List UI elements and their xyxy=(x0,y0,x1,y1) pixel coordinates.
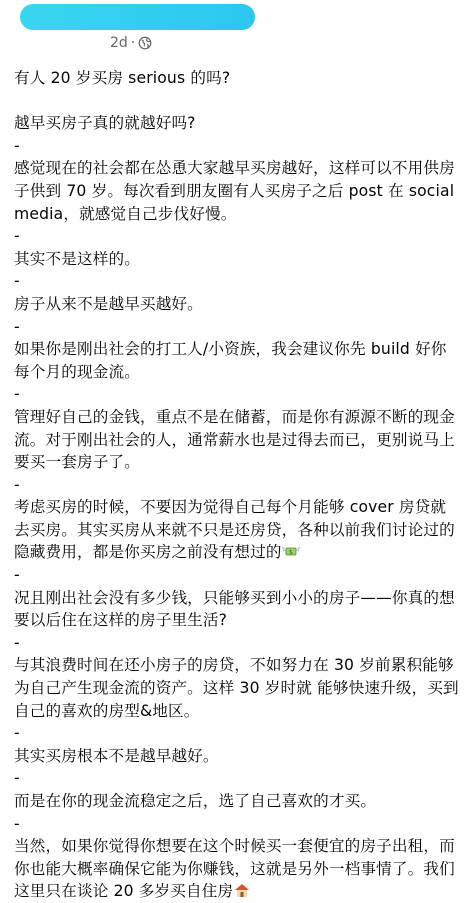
post-line: 与其浪费时间在还小房子的房贷，不如努力在 30 岁前累积能够为自己产生现金流的资产。这样 30 岁时就 能够快速升级，买到自己的喜欢的房型&地区。 xyxy=(14,656,459,720)
money-with-wings-icon xyxy=(282,543,300,559)
post-line: 其实买房根本不是越早越好。 xyxy=(14,746,219,765)
post-line: - xyxy=(14,724,20,743)
globe-icon[interactable] xyxy=(138,36,152,50)
post-line: 而是在你的现金流稳定之后，选了自己喜欢的才买。 xyxy=(14,792,377,810)
post-line: 越早买房子真的就越好吗? xyxy=(14,114,196,133)
post-line: - xyxy=(14,814,20,833)
post-line: 其实不是这样的。 xyxy=(14,249,140,268)
post-timestamp[interactable]: 2d xyxy=(110,35,128,51)
post-line: - xyxy=(14,566,20,585)
post-line-with-emoji xyxy=(14,835,460,903)
post-line-text: 当然，如果你觉得你想要在这个时候买一套便宜的房子出租，而你也能大概率确保它能为你赚钱，这就是另外一档事情了。我们这里只在谈论 20 多岁买自住房 xyxy=(14,837,455,901)
meta-separator: · xyxy=(130,35,136,51)
post-line: - xyxy=(14,475,20,494)
post-meta xyxy=(110,35,152,51)
post-line-text: 考虑买房的时候，不要因为觉得自己每个月能够 cover 房贷就去买房。其实买房从来就不只是还房贷，各种以前我们讨论过的隐藏费用，都是你买房之前没有想过的 xyxy=(14,498,455,562)
post-line-with-emoji xyxy=(14,496,460,564)
post-line: - xyxy=(14,227,20,246)
post-line: - xyxy=(14,633,20,652)
post-line: - xyxy=(14,385,20,404)
post-header xyxy=(0,0,474,62)
redacted-author-name[interactable] xyxy=(20,4,255,30)
post-line: - xyxy=(14,272,20,291)
post-line: 如果你是刚出社会的打工人/小资族，我会建议你先 build 好你每个月的现金流。 xyxy=(14,340,447,381)
post-line: 管理好自己的金钱，重点不是在储蓄，而是你有源源不断的现金流。对于刚出社会的人，通常薪水也是过得去而已，更别说马上要买一套房子了。 xyxy=(14,407,455,472)
post-line: 感觉现在的社会都在怂恿大家越早买房越好，这样可以不用供房子供到 70 岁。每次看到朋友圈有人买房子之后 post 在 social media，就感觉自己步伐好慢。 xyxy=(14,159,460,223)
post-line: - xyxy=(14,317,20,336)
post-body xyxy=(0,62,474,903)
post-line: 况且刚出社会没有多少钱，只能够买到小小的房子——你真的想要以后住在这样的房子里生活? xyxy=(14,588,455,630)
post-line: 房子从来不是越早买越好。 xyxy=(14,294,203,313)
svg-text:$: $ xyxy=(288,549,293,557)
house-icon xyxy=(233,882,251,898)
blank-line xyxy=(14,90,460,113)
post-line: 有人 20 岁买房 serious 的吗? xyxy=(14,69,231,87)
post-line: - xyxy=(14,769,20,788)
post-line: - xyxy=(14,136,20,155)
